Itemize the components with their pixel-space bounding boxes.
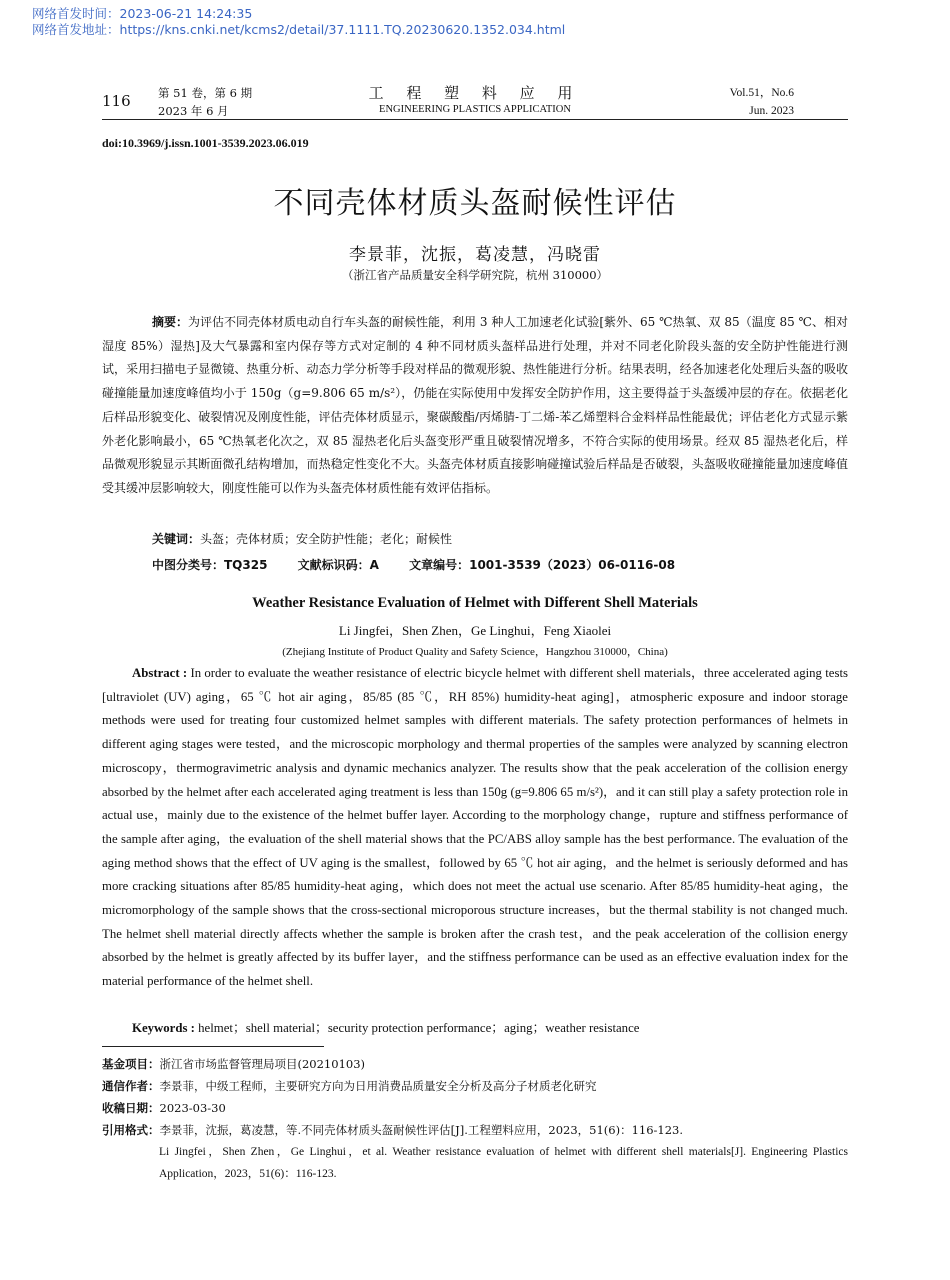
publication-time	[32, 6, 565, 22]
abstract-en-label: Abstract :	[132, 666, 188, 680]
footnote-received-date	[102, 1097, 848, 1119]
publication-time-value: 2023-06-21 14:24:35	[119, 6, 253, 21]
journal-name	[340, 84, 610, 118]
footnote-divider	[102, 1046, 324, 1047]
journal-issue-en	[730, 84, 794, 120]
journal-issue-cn	[158, 84, 252, 120]
article-number: 文章编号：1001-3539（2023）06-0116-08	[409, 558, 676, 572]
abstract-cn-text: 为评估不同壳体材质电动自行车头盔的耐候性能，利用 3 种人工加速老化试验[紫外、65 ℃热氧、双 85（温度 85 ℃、相对湿度 85%）湿热]及大气暴露和室内保存等方式对定制的 4 种不同材质头盔样品进行处理，并对不同老化阶段头盔的安全防护性能进行测试，采用扫描电子显微镜、热重分析、动态力学分析等手段对样品的微观形貌、热性能进行分析。结果表明，经各加速老化处理后头盔的吸收碰撞能量加速度峰值均小于 150g（g=9.806 65 m/s²），仍能在实际使用中发挥安全防护作用，这主要得益于头盔缓冲层的存在。依据老化后样品形貌变化、破裂情况及刚度性能，评估壳体材质显示，聚碳酸酯/丙烯腈-丁二烯-苯乙烯塑料合金料样品性能最优；评估老化方式显示紫外老化影响最小，65 ℃热氧老化次之，双 85 湿热老化后头盔变形严重且破裂情况增多，不符合实际的使用场景。经双 85 湿热老化后，样品微观形貌显示其断面微孔结构增加，而热稳定性变化不大。头盔壳体材质直接影响碰撞试验后样品是否破裂，头盔吸收碰撞能量加速度峰值受其缓冲层影响较大，刚度性能可以作为头盔壳体材质性能有效评估指标。	[102, 315, 848, 495]
abstract-cn	[102, 311, 848, 501]
footnote-citation-en: Li Jingfei，Shen Zhen，Ge Linghui，et al. Weather resistance evaluation of helmet with different shell materials[J]. Engineering Plastics Application，2023，51(6)：116-123.	[159, 1146, 848, 1180]
publication-time-label: 网络首发时间：	[32, 6, 120, 21]
citation-label: 引用格式：	[102, 1123, 160, 1137]
affiliation-cn: （浙江省产品质量安全科学研究院，杭州 310000）	[341, 268, 609, 282]
volume-issue-en: Vol.51，No.6	[729, 87, 794, 99]
authors-cn: 李景菲，沈振，葛凌慧，冯晓雷	[349, 245, 601, 265]
keywords-en	[132, 1017, 639, 1036]
paper-title-cn: 不同壳体材质头盔耐候性评估	[273, 186, 677, 221]
keywords-en-label: Keywords :	[132, 1021, 195, 1035]
online-publication-info	[32, 6, 565, 38]
issue-date-cn: 2023 年 6 月	[158, 104, 229, 118]
footnote-fund	[102, 1053, 848, 1075]
publication-url-label: 网络首发地址：	[32, 22, 120, 37]
volume-issue-cn: 第 51 卷，第 6 期	[158, 86, 253, 100]
keywords-cn-label: 关键词：	[152, 532, 201, 546]
paper-title-en: Weather Resistance Evaluation of Helmet with Different Shell Materials	[252, 595, 698, 611]
publication-url	[32, 22, 565, 38]
header-divider	[102, 119, 848, 120]
received-date-label: 收稿日期：	[102, 1101, 160, 1115]
abstract-en	[102, 662, 848, 994]
abstract-en-text: In order to evaluate the weather resistance of electric bicycle helmet with different shell materials，three accelerated aging tests [ultraviolet (UV) aging，65 ℃ hot air aging，85/85 (85 ℃，RH 85%) humidity-heat aging]，atmospheric exposure and indoor storage methods were used for treating four customized helmet samples with different materials. The safety protection performances of helmets in different aging stages were tested，and the microscopic morphology and thermal properties of the samples were analyzed by scanning electron microscopy，thermogravimetric analysis and dynamic mechanics analyzer. The results show that the peak acceleration of the collision energy absorbed by the helmet after each accelerated aging treatment is less than 150g (g=9.806 65 m/s²)，and it can still play a safety protection role in actual use，mainly due to the existence of the helmet buffer layer. According to the morphology change，rupture and stiffness performance of the sample after aging，the evaluation of the shell material shows that the PC/ABS alloy sample has the best performance. The evaluation of the aging method shows that the effect of UV aging is the smallest，followed by 65 ℃ hot air aging，and the helmet is seriously deformed and has more cracking situations after 85/85 humidity-heat aging，which does not meet the actual use scenario. After 85/85 humidity-heat aging，the micromorphology of the sample shows that the cross-sectional microporous structure increases，but the thermal stability is not changed much. The helmet shell material directly affects whether the sample is broken after the crash test，and the peak acceleration of the collision energy absorbed by the helmet is greatly affected by its buffer layer，and the stiffness performance can be used as an effective evaluation index for the material performance of the helmet shell.	[102, 666, 848, 989]
issue-date-en: Jun. 2023	[749, 105, 794, 117]
keywords-cn	[152, 530, 452, 547]
keywords-en-text: helmet；shell material；security protection performance；aging；weather resistance	[198, 1021, 640, 1035]
affiliation-en: (Zhejiang Institute of Product Quality and Safety Science，Hangzhou 310000，China)	[282, 646, 668, 658]
authors-en: Li Jingfei，Shen Zhen，Ge Linghui，Feng Xiaolei	[338, 623, 612, 638]
doi: doi:10.3969/j.issn.1001-3539.2023.06.019	[102, 136, 309, 150]
fund-text: 浙江省市场监督管理局项目(20210103)	[159, 1057, 366, 1071]
fund-label: 基金项目：	[102, 1057, 160, 1071]
page-number: 116	[102, 92, 131, 110]
corresponding-author-label: 通信作者：	[102, 1079, 160, 1093]
received-date-text: 2023-03-30	[159, 1101, 226, 1115]
classification-line	[152, 556, 701, 573]
journal-name-cn: 工 程 塑 料 应 用	[368, 84, 582, 102]
footnote-citation-cn	[102, 1119, 848, 1141]
publication-url-link[interactable]: https://kns.cnki.net/kcms2/detail/37.1111.TQ.20230620.1352.034.html	[119, 22, 566, 37]
journal-name-en: ENGINEERING PLASTICS APPLICATION	[379, 104, 571, 115]
keywords-cn-text: 头盔；壳体材质；安全防护性能；老化；耐候性	[200, 532, 453, 546]
abstract-cn-label: 摘要：	[152, 315, 189, 329]
document-code: 文献标识码：A	[297, 558, 379, 572]
footnote-corresponding-author	[102, 1075, 848, 1097]
corresponding-author-text: 李景菲，中级工程师，主要研究方向为日用消费品质量安全分析及高分子材质老化研究	[159, 1079, 597, 1093]
citation-cn-text: 李景菲，沈振，葛凌慧，等.不同壳体材质头盔耐候性评估[J].工程塑料应用，2023，51(6)：116-123.	[159, 1123, 684, 1137]
clc-number: 中图分类号：TQ325	[152, 558, 268, 572]
